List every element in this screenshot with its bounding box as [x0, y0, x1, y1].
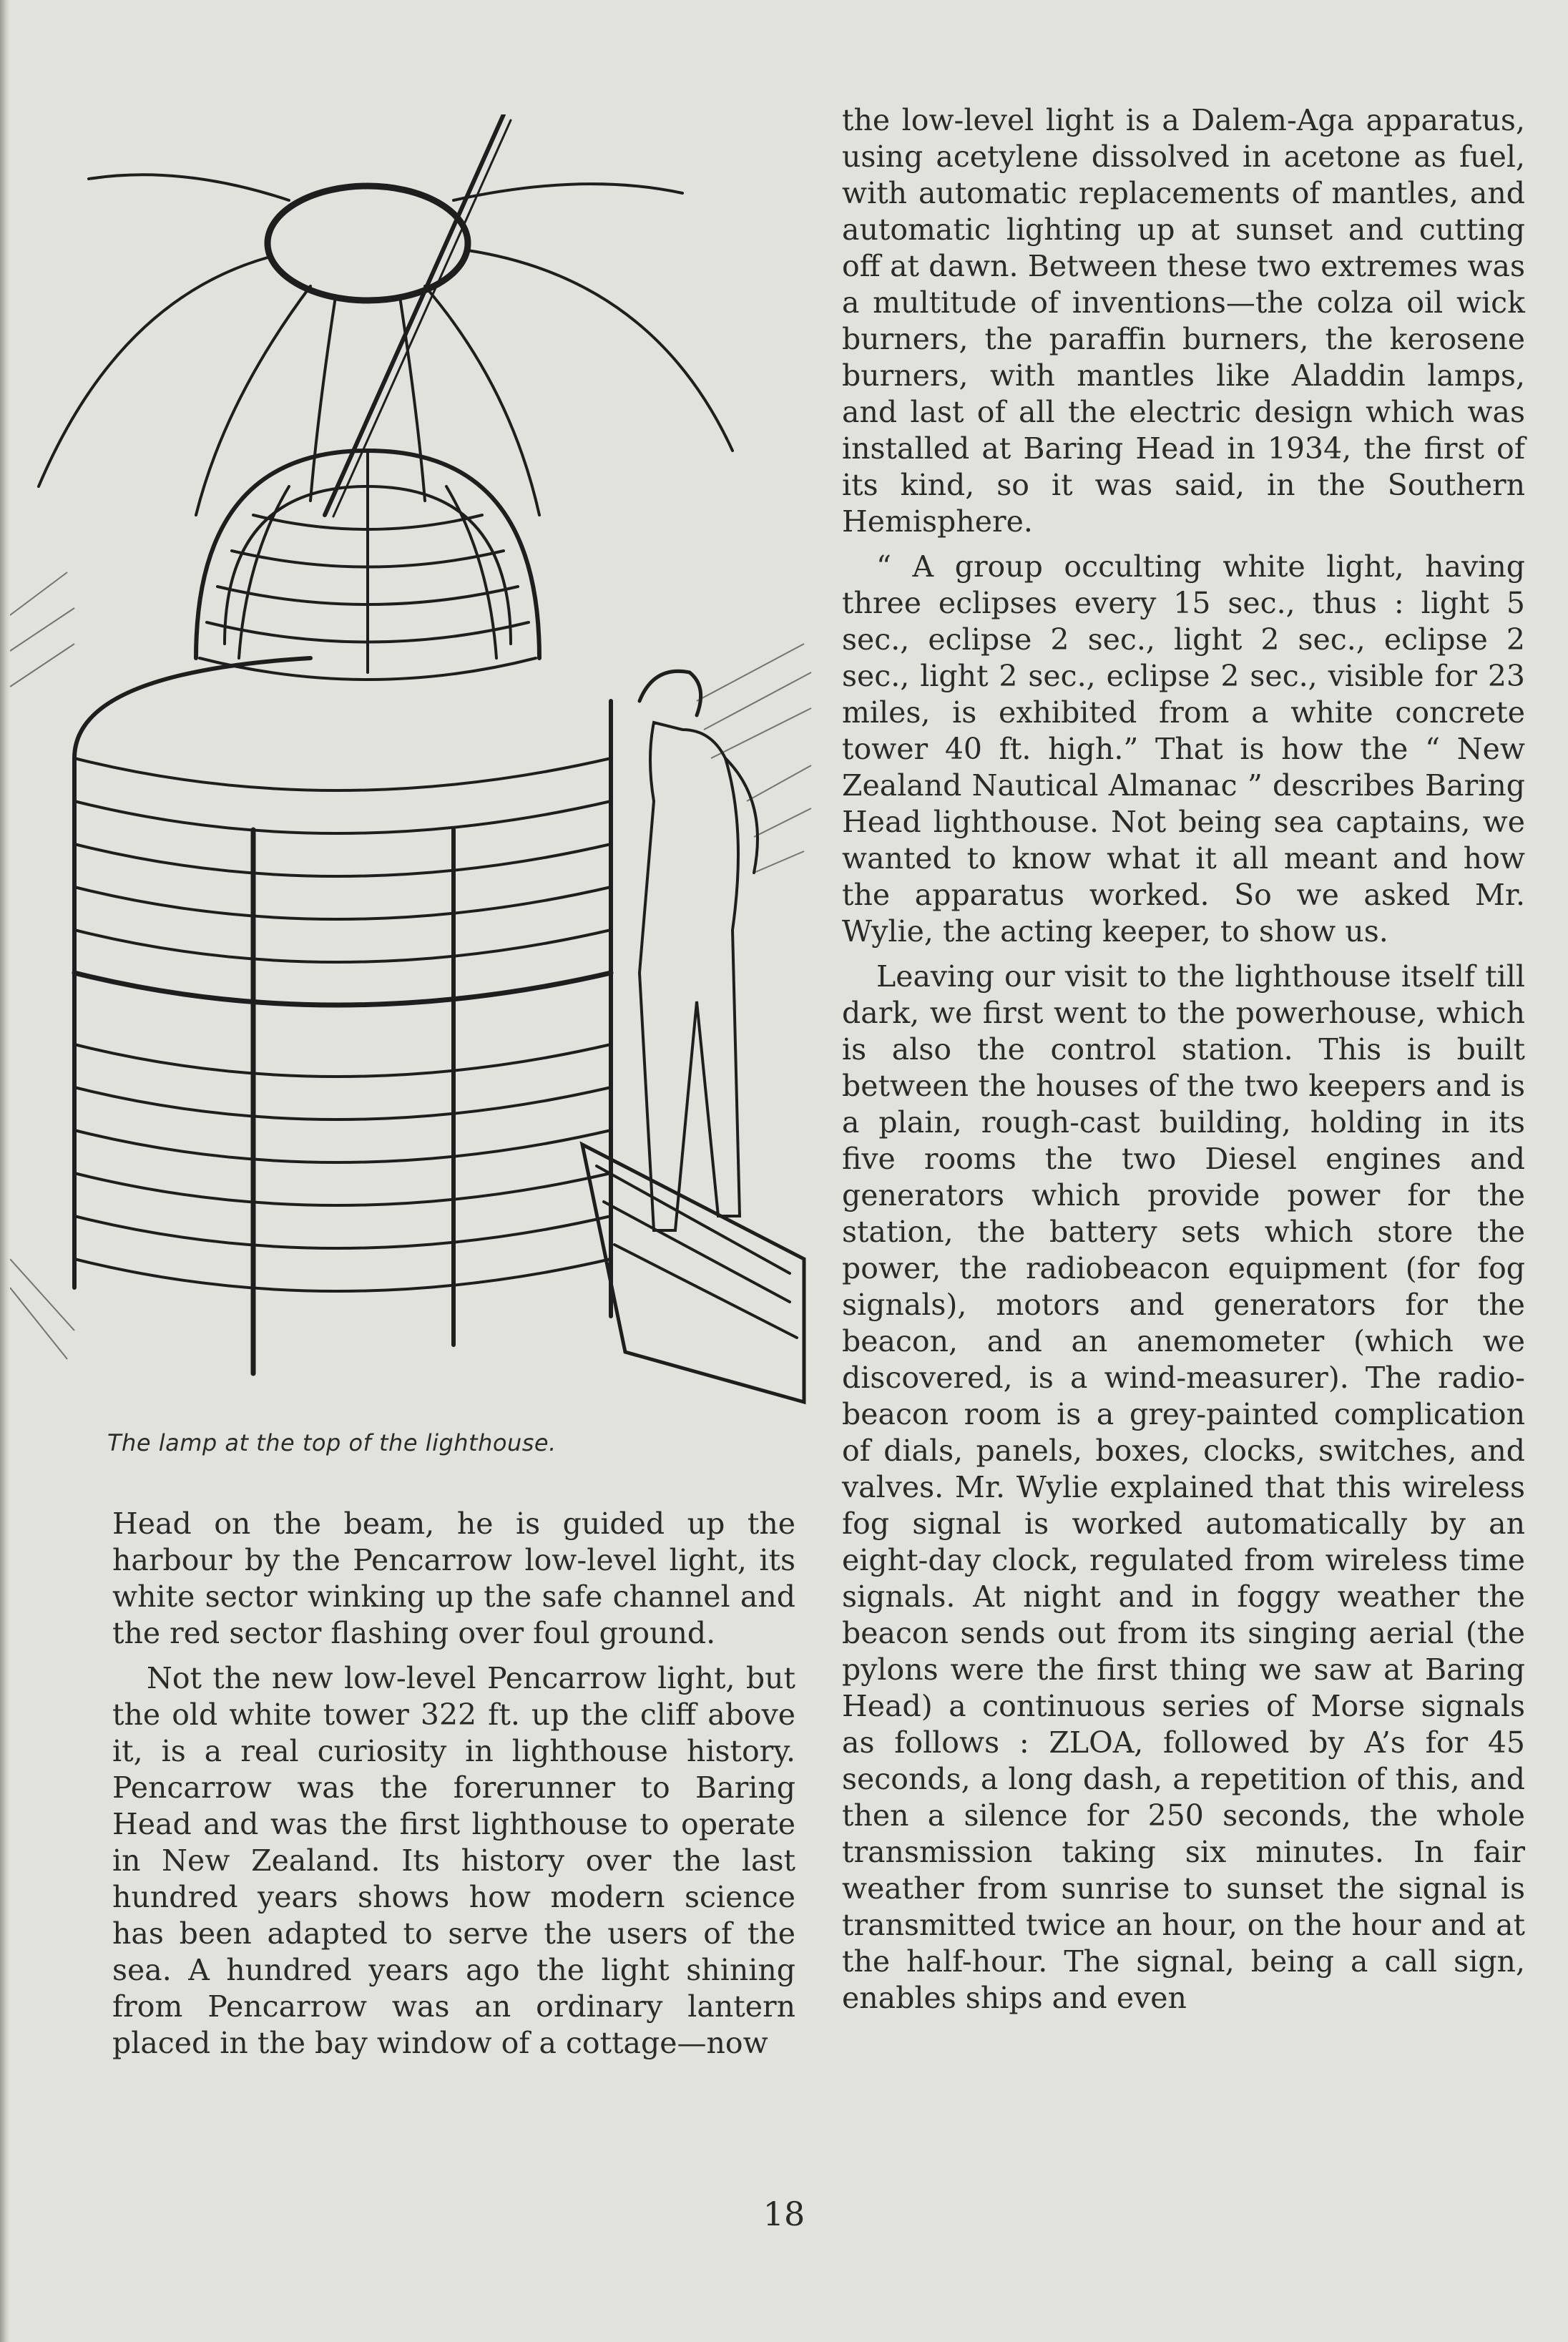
paragraph: the low-level light is a Dalem-Aga apparatus, using acetylene dissolved in acetone as fuel, with automatic replacements of mantles, and automatic lighting up at sunset and cutting off at dawn. Between these two extremes was a multitude of inventions—the colza oil wick burners, the paraffin burners, the kerosene burners, with mantles like Aladdin lamps, and last of all the electric design which was installed at Baring Head in 1934, the first of its kind, so it was said, in the Southern Hemisphere.	[842, 103, 1525, 539]
right-column-text	[842, 102, 1525, 2017]
paragraph: “ A group occulting white light, having three eclipses every 15 sec., thus : light 5 sec., eclipse 2 sec., light 2 sec., eclipse 2 sec., light 2 sec., eclipse 2 sec., visible for 23 miles, is exhibited from a white concrete tower 40 ft. high.” That is how the “ New Zealand Nautical Almanac ” describes Baring Head lighthouse. Not being sea captains, we wanted to know what it all meant and how the apparatus worked. So we asked Mr. Wylie, the acting keeper, to show us.	[842, 549, 1525, 949]
paragraph: Not the new low-level Pencarrow light, but the old white tower 322 ft. up the cliff above it, is a real curiosity in lighthouse history. Pencarrow was the forerunner to Baring Head and was the first lighthouse to operate in New Zealand. Its history over the last hundred years shows how modern science has been adapted to serve the users of the sea. A hundred years ago the light shining from Pencarrow was an ordinary lantern placed in the bay window of a cottage—now	[112, 1661, 795, 2060]
illustration-caption: The lamp at the top of the lighthouse.	[107, 1429, 557, 1456]
paragraph: Leaving our visit to the lighthouse itself till dark, we first went to the powerhouse, which is also the control station. This is built between the houses of the two keepers and is a plain, rough-cast building, holding in its five rooms the two Diesel engines and generators which provide power for the station, the battery sets which store the power, the radiobeacon equipment (for fog signals), motors and generators for the beacon, and an anemometer (which we discovered, is a wind-measurer). The radio-beacon room is a grey-painted complication of dials, panels, boxes, clocks, switches, and valves. Mr. Wylie explained that this wireless fog signal is worked automatically by an eight-day clock, regulated from wireless time signals. At night and in foggy weather the beacon sends out from its singing aerial (the pylons were the first thing we saw at Baring Head) a continuous series of Morse signals as follows : ZLOA, followed by A’s for 45 seconds, a long dash, a repetition of this, and then a silence for 250 seconds, the whole transmission taking six minutes. In fair weather from sunrise to sunset the signal is transmitted twice an hour, on the hour and at the half-hour. The signal, being a call sign, enables ships and even	[842, 959, 1525, 2015]
lighthouse-lamp-illustration	[10, 114, 833, 1416]
page-number: 18	[763, 2195, 805, 2233]
page-binding-edge	[0, 0, 10, 2342]
left-column-text	[112, 1506, 795, 2062]
paragraph: Head on the beam, he is guided up the harbour by the Pencarrow low-level light, its white sector winking up the safe channel and the red sector flashing over foul ground.	[112, 1506, 795, 1650]
